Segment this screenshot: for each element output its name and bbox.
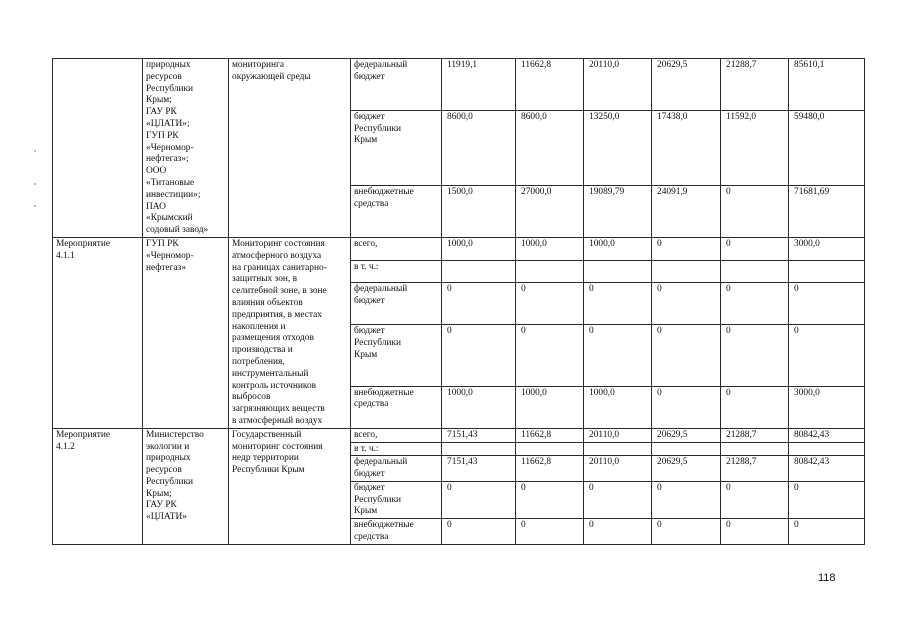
total-cell: 0	[789, 283, 865, 325]
year-value-cell: 21288,7	[721, 428, 789, 442]
event-description-cell: мониторинга окружающей среды	[229, 59, 351, 238]
year-value-cell: 1500,0	[442, 186, 516, 238]
year-value-cell	[516, 260, 584, 283]
year-value-cell: 1000,0	[442, 386, 516, 428]
table-body	[53, 59, 865, 545]
table-row	[53, 59, 865, 111]
scan-speck	[34, 183, 36, 185]
funding-source-cell: федеральный бюджет	[351, 456, 442, 482]
year-value-cell: 11662,8	[516, 59, 584, 111]
year-value-cell: 11592,0	[721, 110, 789, 186]
total-cell: 3000,0	[789, 237, 865, 260]
year-value-cell: 0	[584, 325, 652, 386]
event-description-cell: Мониторинг состояния атмосферного воздуха на границах санитарно- защитных зон, в селитебной зоне, в зоне влияния объектов предприятия, в местах накопления и размещения отходов производства и потребления, инструментальный контроль источников выбросов загрязняющих веществ в атмосферный воздух	[229, 237, 351, 428]
funding-source-cell: внебюджетные средства	[351, 186, 442, 238]
year-value-cell: 21288,7	[721, 456, 789, 482]
year-value-cell: 1000,0	[584, 237, 652, 260]
table-row	[53, 428, 865, 442]
year-value-cell: 13250,0	[584, 110, 652, 186]
year-value-cell: 11662,8	[516, 456, 584, 482]
year-value-cell: 20629,5	[652, 428, 721, 442]
year-value-cell	[584, 442, 652, 456]
executor-cell: ГУП РК «Черномор- нефтегаз»	[143, 237, 229, 428]
year-value-cell	[516, 442, 584, 456]
year-value-cell: 24091,9	[652, 186, 721, 238]
year-value-cell	[652, 260, 721, 283]
total-cell: 0	[789, 519, 865, 545]
total-cell: 85610,1	[789, 59, 865, 111]
event-number-cell: Мероприятие 4.1.2	[53, 428, 143, 544]
year-value-cell: 0	[442, 283, 516, 325]
year-value-cell: 19089,79	[584, 186, 652, 238]
year-value-cell: 27000,0	[516, 186, 584, 238]
year-value-cell: 1000,0	[584, 386, 652, 428]
executor-cell: Министерство экологии и природных ресурсов Республики Крым; ГАУ РК «ЦЛАТИ»	[143, 428, 229, 544]
year-value-cell: 0	[584, 283, 652, 325]
funding-source-cell: бюджет Республики Крым	[351, 325, 442, 386]
year-value-cell: 11919,1	[442, 59, 516, 111]
budget-table	[52, 58, 865, 545]
year-value-cell: 0	[721, 283, 789, 325]
funding-source-cell: федеральный бюджет	[351, 59, 442, 111]
year-value-cell: 0	[516, 519, 584, 545]
year-value-cell: 1000,0	[516, 237, 584, 260]
year-value-cell: 8600,0	[442, 110, 516, 186]
year-value-cell: 11662,8	[516, 428, 584, 442]
year-value-cell: 7151,43	[442, 456, 516, 482]
year-value-cell	[442, 442, 516, 456]
year-value-cell: 0	[516, 481, 584, 518]
total-cell: 71681,69	[789, 186, 865, 238]
year-value-cell: 20629,5	[652, 456, 721, 482]
event-number-cell: Мероприятие 4.1.1	[53, 237, 143, 428]
year-value-cell: 0	[652, 325, 721, 386]
year-value-cell: 0	[721, 481, 789, 518]
year-value-cell	[652, 442, 721, 456]
year-value-cell: 0	[516, 325, 584, 386]
year-value-cell: 0	[721, 237, 789, 260]
year-value-cell	[721, 260, 789, 283]
year-value-cell: 0	[721, 325, 789, 386]
funding-source-cell: всего,	[351, 428, 442, 442]
funding-source-cell: внебюджетные средства	[351, 386, 442, 428]
page-number: 118	[818, 572, 836, 584]
year-value-cell: 0	[516, 283, 584, 325]
year-value-cell: 0	[652, 283, 721, 325]
funding-source-cell: в т. ч.:	[351, 442, 442, 456]
total-cell: 59480,0	[789, 110, 865, 186]
year-value-cell: 0	[442, 481, 516, 518]
total-cell	[789, 260, 865, 283]
year-value-cell: 0	[584, 519, 652, 545]
year-value-cell: 0	[652, 519, 721, 545]
year-value-cell: 8600,0	[516, 110, 584, 186]
year-value-cell: 7151,43	[442, 428, 516, 442]
scan-speck	[34, 150, 36, 152]
year-value-cell: 0	[584, 481, 652, 518]
year-value-cell: 0	[652, 386, 721, 428]
year-value-cell: 0	[652, 237, 721, 260]
total-cell: 0	[789, 325, 865, 386]
table-row	[53, 237, 865, 260]
year-value-cell: 1000,0	[516, 386, 584, 428]
funding-source-cell: внебюджетные средства	[351, 519, 442, 545]
year-value-cell: 20629,5	[652, 59, 721, 111]
year-value-cell	[721, 442, 789, 456]
year-value-cell: 0	[721, 519, 789, 545]
scan-speck	[34, 205, 36, 207]
total-cell: 80842,43	[789, 428, 865, 442]
funding-source-cell: бюджет Республики Крым	[351, 481, 442, 518]
event-description-cell: Государственный мониторинг состояния недр территории Республики Крым	[229, 428, 351, 544]
event-number-cell	[53, 59, 143, 238]
year-value-cell: 0	[721, 386, 789, 428]
total-cell: 3000,0	[789, 386, 865, 428]
total-cell: 80842,43	[789, 456, 865, 482]
funding-source-cell: всего,	[351, 237, 442, 260]
year-value-cell: 20110,0	[584, 428, 652, 442]
year-value-cell: 0	[442, 325, 516, 386]
year-value-cell: 20110,0	[584, 59, 652, 111]
year-value-cell: 0	[721, 186, 789, 238]
year-value-cell: 0	[652, 481, 721, 518]
executor-cell: природных ресурсов Республики Крым; ГАУ РК «ЦЛАТИ»; ГУП РК «Черномор- нефтегаз»; ООО «Титановые инвестиции»; ПАО «Крымский содовый завод»	[143, 59, 229, 238]
funding-source-cell: бюджет Республики Крым	[351, 110, 442, 186]
total-cell: 0	[789, 481, 865, 518]
year-value-cell: 1000,0	[442, 237, 516, 260]
funding-source-cell: в т. ч.:	[351, 260, 442, 283]
year-value-cell: 0	[442, 519, 516, 545]
year-value-cell: 17438,0	[652, 110, 721, 186]
year-value-cell: 21288,7	[721, 59, 789, 111]
total-cell	[789, 442, 865, 456]
funding-source-cell: федеральный бюджет	[351, 283, 442, 325]
year-value-cell	[584, 260, 652, 283]
year-value-cell: 20110,0	[584, 456, 652, 482]
year-value-cell	[442, 260, 516, 283]
